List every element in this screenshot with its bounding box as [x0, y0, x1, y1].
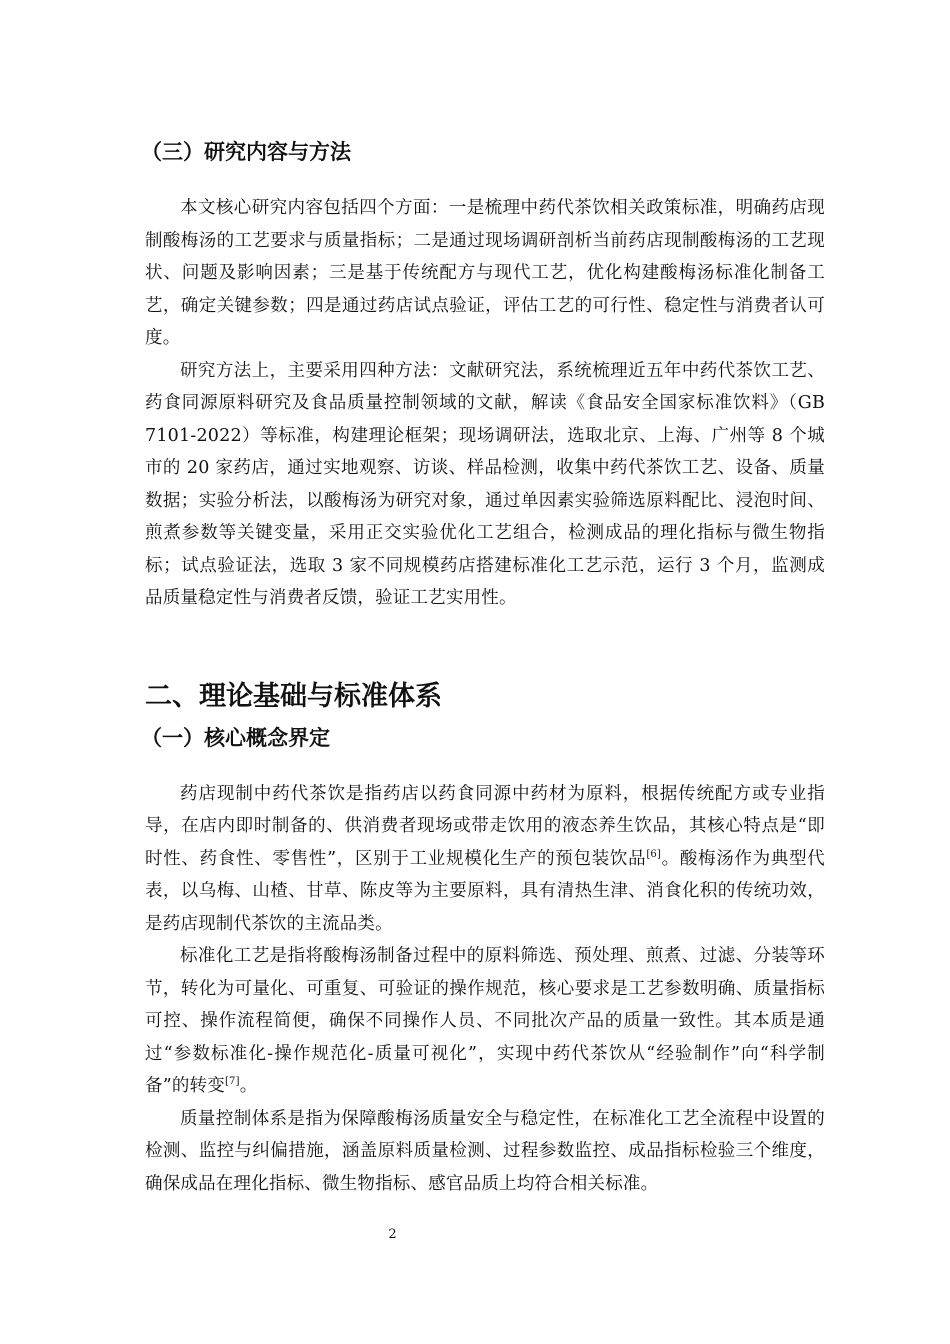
tea-definition-text-2: 。酸梅汤作为典型代表，以乌梅、山楂、甘草、陈皮等为主要原料，具有清热生津、消食化积的传统功效，是药店现制代茶饮的主流品类。 [145, 848, 825, 934]
standardization-text-2: 。 [239, 1076, 258, 1096]
citation-6: [6] [646, 848, 662, 860]
paragraph-standardization-definition [145, 940, 825, 1103]
paragraph-research-methods: 研究方法上，主要采用四种方法：文献研究法，系统梳理近五年中药代茶饮工艺、药食同源原料研究及食品质量控制领域的文献，解读《食品安全国家标准饮料》（GB 7101-2022）等标准，构建理论框架；现场调研法，选取北京、上海、广州等 8 个城市的 20 家药店，通过实地观察、访谈、样品检测，收集中药代茶饮工艺、设备、质量数据；实验分析法，以酸梅汤为研究对象，通过单因素实验筛选原料配比、浸泡时间、煎煮参数等关键变量，采用正交实验优化工艺组合，检测成品的理化指标与微生物指标；试点验证法，选取 3 家不同规模药店搭建标准化工艺示范，运行 3 个月，监测成品质量稳定性与消费者反馈，验证工艺实用性。 [145, 360, 825, 608]
paragraph-tea-definition [145, 778, 825, 941]
standardization-text: 标准化工艺是指将酸梅汤制备过程中的原料筛选、预处理、煎煮、过滤、分装等环节，转化为可量化、可重复、可验证的操作规范，核心要求是工艺参数明确、质量指标可控、操作流程简便，确保不同操作人员、不同批次产品的质量一致性。其本质是通过“参数标准化-操作规范化-质量可视化”，实现中药代茶饮从“经验制作”向“科学制备”的转变 [145, 946, 825, 1096]
citation-7: [7] [224, 1076, 240, 1088]
chapter-heading-theory: 二、理论基础与标准体系 [145, 680, 442, 712]
tea-definition-text: 药店现制中药代茶饮是指药店以药食同源中药材为原料，根据传统配方或专业指导，在店内即时制备的、供消费者现场或带走饮用的液态养生饮品，其核心特点是“即时性、药食性、零售性”，区别于工业规模化生产的预包装饮品 [145, 783, 825, 869]
paragraph-research-content: 本文核心研究内容包括四个方面：一是梳理中药代茶饮相关政策标准，明确药店现制酸梅汤的工艺要求与质量指标；二是通过现场调研剖析当前药店现制酸梅汤的工艺现状、问题及影响因素；三是基于传统配方与现代工艺，优化构建酸梅汤标准化制备工艺，确定关键参数；四是通过药店试点验证，评估工艺的可行性、稳定性与消费者认可度。 [145, 198, 825, 348]
page-content [141, 112, 825, 1200]
section-heading-research-content: （三）研究内容与方法 [141, 140, 351, 164]
page-number: 2 [388, 1227, 397, 1242]
section-heading-core-concepts: （一）核心概念界定 [141, 725, 330, 750]
paragraph-quality-control-definition: 质量控制体系是指为保障酸梅汤质量安全与稳定性，在标准化工艺全流程中设置的检测、监控与纠偏措施，涵盖原料质量检测、过程参数监控、成品指标检验三个维度，确保成品在理化指标、微生物指标、感官品质上均符合相关标准。 [145, 1108, 825, 1194]
